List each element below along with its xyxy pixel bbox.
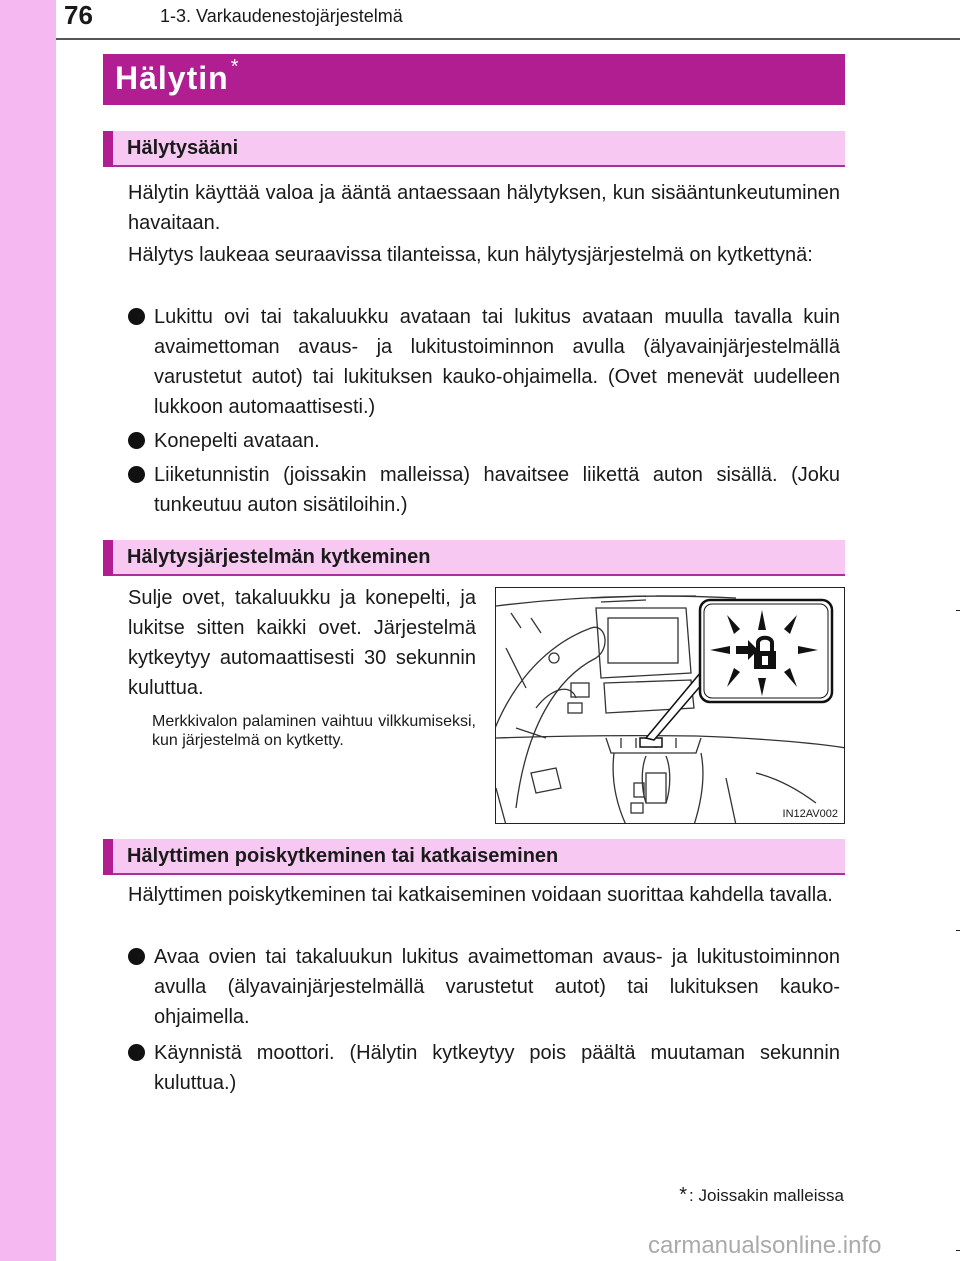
list-item: Liiketunnistin (joissakin malleissa) havaitsee liikettä auton sisällä. (Joku tunkeutuu auton sisätiloihin.) [128, 460, 840, 520]
page-number: 76 [64, 0, 93, 30]
footnote: * : Joissakin malleissa [679, 1184, 844, 1206]
bullet-icon [128, 432, 145, 449]
asterisk-icon: * [230, 56, 240, 78]
watermark: carmanualsonline.info [648, 1232, 882, 1259]
crop-mark [956, 610, 960, 611]
asterisk-icon: * [679, 1184, 688, 1206]
section-marker [103, 839, 113, 875]
chapter-title: 1-3. Varkaudenestojärjestelmä [160, 6, 403, 26]
section-heading-arming: Hälytysjärjestelmän kytkeminen [103, 540, 845, 576]
section-heading-alarm-sound: Hälytysääni [103, 131, 845, 167]
sound-intro-text: Hälytin käyttää valoa ja ääntä antaessaan hälytyksen, kun sisääntunkeutuminen havaitaan. [128, 182, 840, 234]
page-title-bar [103, 54, 845, 105]
crop-mark [956, 930, 960, 931]
list-item: Konepelti avataan. [128, 426, 840, 456]
disarming-intro-text: Hälyttimen poiskytkeminen tai katkaiseminen voidaan suorittaa kahdella tavalla. [128, 884, 833, 906]
list-item: Lukittu ovi tai takaluukku avataan tai lukitus avataan muulla tavalla kuin avaimettoman avaus- ja lukitustoiminnon avulla (älyavainjärjestelmällä varustetut autot) tai lukituksen kauko-ohjaimella. (Ovet menevät uudelleen lukkoon automaattisesti.) [128, 302, 840, 422]
bullet-icon [128, 948, 145, 965]
sound-condition-text: Hälytys laukeaa seuraavissa tilanteissa, kun hälytysjärjestelmä on kytkettynä: [128, 244, 813, 266]
header-divider [56, 38, 960, 40]
list-item: Käynnistä moottori. (Hälytin kytkeytyy pois päältä muutaman sekunnin kuluttua.) [128, 1038, 840, 1098]
arming-text: Sulje ovet, takaluukku ja konepelti, ja lukitse sitten kaikki ovet. Järjestelmä kytkeytyy automaattisesti 30 sekunnin kuluttua. [128, 587, 476, 699]
bullet-icon [128, 308, 145, 325]
crop-mark [956, 1250, 960, 1251]
page-title: Hälytin * [115, 56, 240, 96]
section-marker [103, 131, 113, 167]
page-side-band [0, 0, 56, 1261]
arming-note: Merkkivalon palaminen vaihtuu vilkkumiseksi, kun järjestelmä on kytketty. [152, 713, 476, 749]
section-heading-disarming: Hälyttimen poiskytkeminen tai katkaiseminen [103, 839, 845, 875]
figure-code: IN12AV002 [782, 808, 838, 820]
security-indicator-figure [496, 588, 845, 824]
dashboard-illustration [495, 587, 845, 824]
section-marker [103, 540, 113, 576]
bullet-icon [128, 466, 145, 483]
list-item: Avaa ovien tai takaluukun lukitus avaimettoman avaus- ja lukitustoiminnon avulla (älyavainjärjestelmällä varustetut autot) tai lukituksen kauko-ohjaimella. [128, 942, 840, 1032]
bullet-icon [128, 1044, 145, 1061]
